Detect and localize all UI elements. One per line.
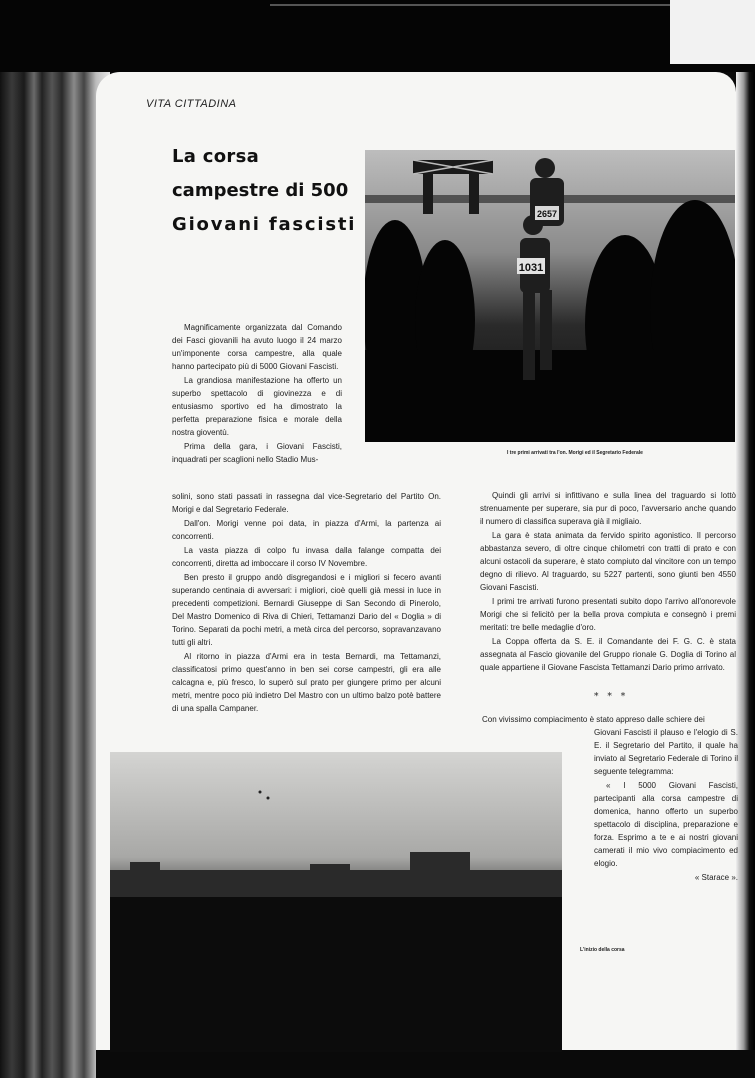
runners-photo-drawing (365, 150, 735, 442)
book-spine-edge (0, 72, 110, 1078)
race-start-photo-drawing (110, 752, 562, 1052)
body-paragraph: La Coppa offerta da S. E. il Comandante dei F. G. C. è stata assegnata al Fascio giovanile del Gruppo rionale G. Doglia di Torino al quale appartiene il Giovane Fascista Tettamanzi Dario primo arrivato. (480, 637, 736, 672)
title-line-1: La corsa (172, 146, 260, 167)
title-line-2: campestre di 500 (172, 180, 349, 201)
body-paragraph: solini, sono stati passati in rassegna dal vice-Segretario del Partito On. Morigi e dal Segretario Federale. (172, 492, 441, 514)
scan-bottom-border (96, 1050, 755, 1078)
intro-paragraph: Magnificamente organizzata dal Comando dei Fasci giovanili ha avuto luogo il 24 marzo un'imponente corsa campestre, alla quale hanno partecipato più di 5000 Giovani Fascisti. (172, 323, 342, 371)
telegram-column (594, 726, 738, 884)
right-body-column (480, 489, 736, 674)
body-paragraph: Al ritorno in piazza d'Armi era in testa Bernardi, ma Tettamanzi, classificatosi primo quest'anno in ben sei corse campestri, gli era alle calcagna e, più fresco, lo superò sul prato per giungere primo per alcuni metri, mentre poco più indietro Del Mastro con un ultimo balzo potè battere di una spalla Campaner. (172, 652, 441, 713)
body-paragraph: Quindi gli arrivi si infittivano e sulla linea del traguardo si lottò strenuamente per superare, sia pur di poco, l'avversario anche quando il numero di classifica superava già il migliaio. (480, 491, 736, 526)
body-paragraph: Dall'on. Morigi venne poi data, in piazza d'Armi, la partenza ai concorrenti. (172, 519, 441, 541)
runners-photo (365, 150, 735, 442)
telegram-lead (482, 713, 738, 726)
scan-top-line (270, 4, 670, 6)
telegram-signature: « Starace ». (694, 873, 738, 882)
intro-paragraph: Prima della gara, i Giovani Fascisti, inquadrati per scaglioni nello Stadio Mus- (172, 442, 342, 464)
telegram-lead-text: Con vivissimo compiacimento è stato appreso dalle schiere dei (482, 715, 705, 724)
top-photo-caption: I tre primi arrivati tra l'on. Morigi ed il Segretario Federale (507, 450, 643, 456)
body-paragraph: La gara è stata animata da fervido spirito agonistico. Il percorso abbastanza severo, di oltre cinque chilometri con tratti di prato e con alcuni ostacoli da superare, è stato compiuto dal vincitore con un tempo degno di rilievo. Al traguardo, su 5227 partenti, sono giunti ben 4550 Giovani Fascisti. (480, 531, 736, 592)
title-line-3: Giovani fascisti (172, 214, 357, 235)
race-start-photo (110, 752, 562, 1052)
body-paragraph: I primi tre arrivati furono presentati subito dopo l'arrivo all'onorevole Morigi che si felicitò per la bella prova compiuta e consegnò i premi meritati: tre belle medaglie d'oro. (480, 597, 736, 632)
intro-paragraph: La grandiosa manifestazione ha offerto un superbo spettacolo di giovinezza e di entusiasmo sportivo ed ha dimostrato la perfetta preparazione fisica e morale della nostra gioventù. (172, 376, 342, 437)
telegram-intro: Giovani Fascisti il plauso e l'elogio di S. E. il Segretario del Partito, il quale ha inviato al Segretario Federale di Torino il seguente telegramma: (594, 728, 738, 776)
section-header: VITA CITTADINA (146, 98, 237, 110)
bib-number-1: 2657 (536, 209, 558, 219)
scan-top-border (0, 0, 755, 72)
section-separator: * * * (594, 692, 629, 702)
telegram-quote: « I 5000 Giovani Fascisti, partecipanti alla corsa campestre di domenica, hanno offerto un superbo spettacolo di disciplina, preparazione e forza. Esprimo a te e ai nostri giovani camerati il mio vivo compiacimento ed elogio. (594, 781, 738, 868)
scan-top-corner (670, 0, 755, 64)
intro-column (172, 321, 342, 466)
bib-number-2: 1031 (518, 262, 544, 274)
scan-right-edge (736, 72, 755, 1078)
body-paragraph: Ben presto il gruppo andò disgregandosi e i migliori si fecero avanti superando centinaia di avversari: i migliori, cioè quelli già messi in luce in precedenti competizioni. Bernardi Giuseppe di San Secondo di Pinerolo, Del Mastro Domenico di Riva di Chieri, Tettamanzi Dario del « Doglia » di Torino. Separati da pochi metri, a metà circa del percorso, sopravanzavano tutti gli altri. (172, 573, 441, 647)
left-body-column (172, 490, 441, 715)
article-title (172, 140, 362, 242)
bottom-photo-caption: L'inizio della corsa (580, 947, 625, 953)
body-paragraph: La vasta piazza di colpo fu invasa dalla falange compatta dei concorrenti, diretta ad imboccare il corso IV Novembre. (172, 546, 441, 568)
